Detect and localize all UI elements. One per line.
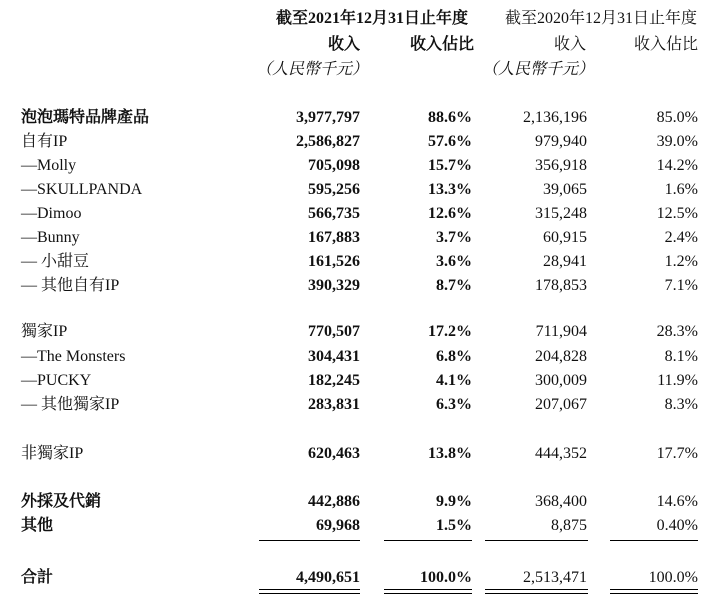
header-2020-unit: （人民幣千元） [482, 61, 595, 78]
cell-pct2020: 8.3% [664, 396, 698, 413]
cell-rev2020: 315,248 [535, 205, 587, 222]
header-2021-revenue: 收入 [327, 36, 360, 53]
cell-rev2020: 60,915 [543, 229, 587, 246]
row-label: — 其他獨家IP [21, 396, 120, 413]
cell-rev2021: 4,490,651 [296, 569, 360, 586]
cell-pct2021: 8.7% [436, 277, 472, 294]
cell-pct2021: 9.9% [436, 493, 472, 510]
cell-pct2021: 100.0% [420, 569, 472, 586]
header-2021-unit: （人民幣千元） [256, 61, 369, 78]
cell-rev2021: 3,977,797 [296, 109, 360, 126]
row-label: 非獨家IP [21, 445, 84, 462]
row-label: —SKULLPANDA [21, 181, 143, 198]
total-rule-2021-revenue-2 [259, 593, 360, 594]
header-2020-share: 收入佔比 [633, 36, 698, 53]
cell-rev2021: 620,463 [308, 445, 360, 462]
cell-pct2020: 8.1% [664, 348, 698, 365]
total-rule-2020-share-1 [610, 589, 698, 590]
cell-rev2020: 207,067 [535, 396, 587, 413]
cell-rev2020: 2,136,196 [523, 109, 587, 126]
cell-rev2021: 2,586,827 [296, 133, 360, 150]
cell-rev2020: 444,352 [535, 445, 587, 462]
cell-pct2020: 0.40% [656, 517, 698, 534]
cell-rev2021: 69,968 [316, 517, 360, 534]
row-label: 泡泡瑪特品牌產品 [21, 109, 150, 126]
cell-pct2020: 100.0% [648, 569, 698, 586]
row-label: 外採及代銷 [21, 493, 102, 510]
row-label: — 其他自有IP [21, 277, 120, 294]
cell-rev2021: 442,886 [308, 493, 360, 510]
cell-pct2020: 39.0% [656, 133, 698, 150]
cell-pct2021: 57.6% [428, 133, 472, 150]
header-2021-period: 截至2021年12月31日止年度 [275, 10, 468, 27]
cell-rev2021: 167,883 [308, 229, 360, 246]
total-rule-2021-revenue-1 [259, 589, 360, 590]
cell-pct2020: 14.6% [656, 493, 698, 510]
cell-pct2020: 7.1% [664, 277, 698, 294]
cell-rev2021: 705,098 [308, 157, 360, 174]
header-2021-share: 收入佔比 [409, 36, 474, 53]
header-2020-revenue: 收入 [553, 36, 586, 53]
cell-rev2020: 300,009 [535, 372, 587, 389]
row-label: —PUCKY [21, 372, 92, 389]
cell-pct2020: 2.4% [664, 229, 698, 246]
cell-pct2021: 3.6% [436, 253, 472, 270]
cell-rev2020: 356,918 [535, 157, 587, 174]
cell-pct2020: 17.7% [656, 445, 698, 462]
total-rule-2020-revenue-2 [485, 593, 588, 594]
cell-rev2021: 770,507 [308, 323, 360, 340]
row-label: 自有IP [21, 133, 68, 150]
row-label: — 小甜豆 [21, 253, 90, 270]
total-rule-2020-revenue-1 [485, 589, 588, 590]
cell-pct2020: 12.5% [656, 205, 698, 222]
cell-pct2021: 88.6% [428, 109, 472, 126]
cell-rev2021: 161,526 [308, 253, 360, 270]
row-label: —The Monsters [21, 348, 126, 365]
cell-rev2021: 595,256 [308, 181, 360, 198]
cell-rev2021: 283,831 [308, 396, 360, 413]
subtotal-rule-2021-share [384, 540, 472, 541]
row-label: —Dimoo [21, 205, 82, 222]
cell-pct2021: 17.2% [428, 323, 472, 340]
cell-rev2020: 178,853 [535, 277, 587, 294]
cell-rev2020: 2,513,471 [523, 569, 587, 586]
cell-pct2020: 14.2% [656, 157, 698, 174]
subtotal-rule-2021-revenue [259, 540, 360, 541]
subtotal-rule-2020-share [610, 540, 698, 541]
cell-pct2020: 11.9% [657, 372, 698, 389]
cell-pct2021: 6.8% [436, 348, 472, 365]
cell-rev2020: 39,065 [543, 181, 587, 198]
cell-rev2020: 711,904 [535, 323, 587, 340]
cell-rev2020: 28,941 [543, 253, 587, 270]
row-label: 其他 [21, 517, 54, 534]
cell-pct2021: 3.7% [436, 229, 472, 246]
cell-pct2020: 85.0% [656, 109, 698, 126]
cell-pct2021: 4.1% [436, 372, 472, 389]
row-label: 獨家IP [21, 323, 68, 340]
cell-rev2020: 368,400 [535, 493, 587, 510]
row-label: —Bunny [21, 229, 80, 246]
subtotal-rule-2020-revenue [485, 540, 588, 541]
cell-pct2021: 12.6% [428, 205, 472, 222]
row-label: 合計 [21, 569, 54, 586]
cell-rev2020: 8,875 [551, 517, 587, 534]
cell-pct2021: 1.5% [436, 517, 472, 534]
cell-pct2020: 1.2% [664, 253, 698, 270]
cell-pct2020: 1.6% [664, 181, 698, 198]
cell-pct2021: 6.3% [436, 396, 472, 413]
cell-rev2020: 204,828 [535, 348, 587, 365]
cell-pct2020: 28.3% [656, 323, 698, 340]
cell-pct2021: 15.7% [428, 157, 472, 174]
row-label: —Molly [21, 157, 77, 174]
cell-rev2021: 182,245 [308, 372, 360, 389]
cell-pct2021: 13.8% [428, 445, 472, 462]
cell-rev2021: 304,431 [308, 348, 360, 365]
total-rule-2020-share-2 [610, 593, 698, 594]
cell-rev2020: 979,940 [535, 133, 587, 150]
cell-rev2021: 566,735 [308, 205, 360, 222]
cell-rev2021: 390,329 [308, 277, 360, 294]
total-rule-2021-share-2 [384, 593, 472, 594]
cell-pct2021: 13.3% [428, 181, 472, 198]
total-rule-2021-share-1 [384, 589, 472, 590]
header-2020-period: 截至2020年12月31日止年度 [504, 10, 697, 27]
